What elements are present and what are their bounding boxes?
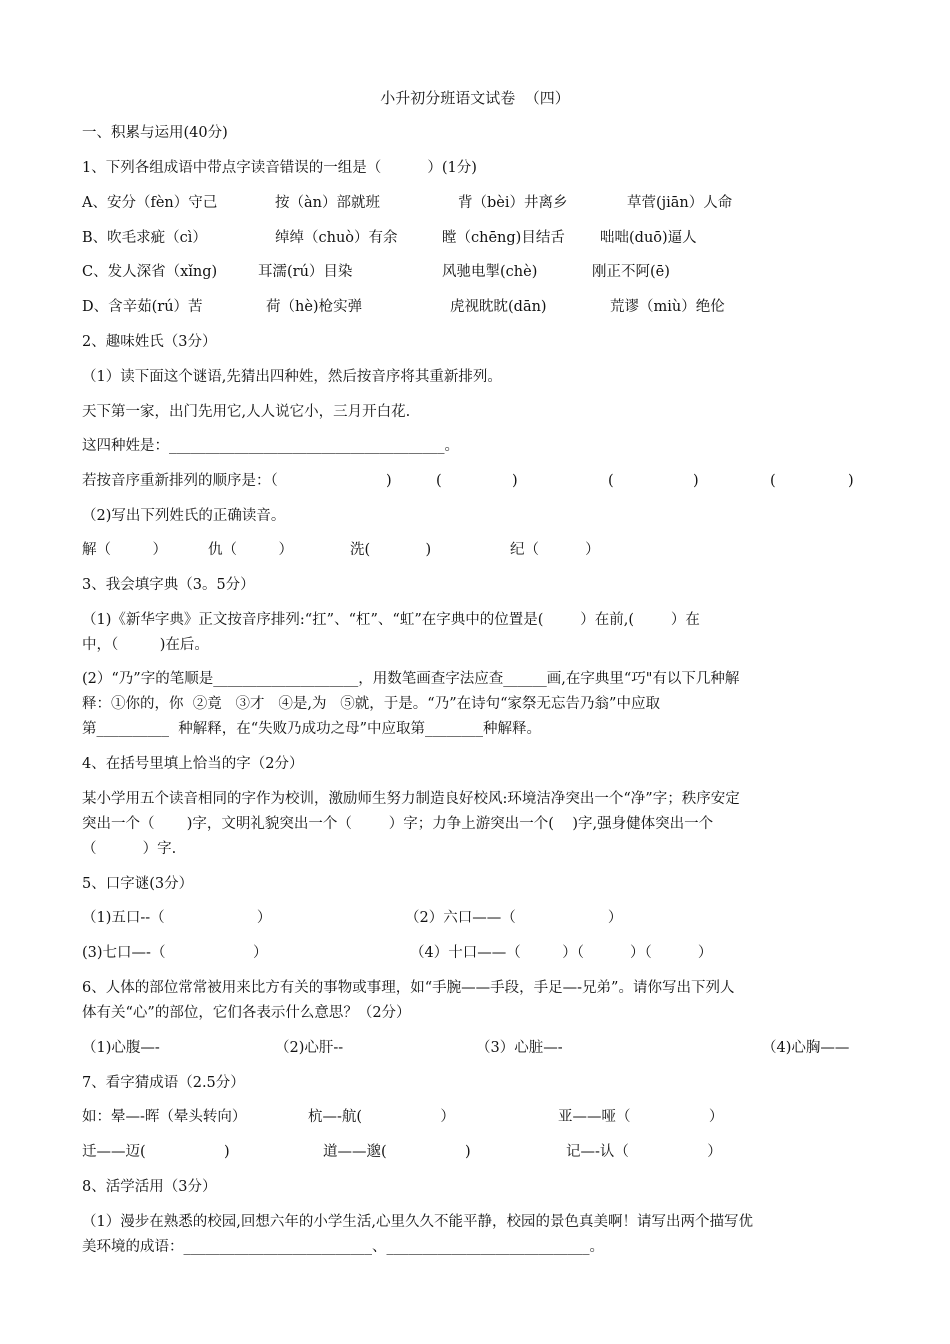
q2-part-2: （2)写出下列姓氏的正确读音。 — [82, 508, 286, 524]
q7-item-4: 道——邈( ) — [323, 1144, 471, 1160]
question-2-stem: 2、趣味姓氏（3分） — [82, 334, 217, 350]
q2-order-blank: ) — [386, 473, 392, 489]
q1-option-a-3: 背（bèi）井离乡 — [458, 195, 568, 211]
q7-item-3: 迁——迈( ) — [82, 1144, 230, 1160]
q1-option-c-4: 刚正不阿(ē) — [592, 264, 670, 280]
q1-option-c-1: C、发人深省（xǐng) — [82, 264, 218, 280]
q1-option-a-4: 草菅(jiān）人命 — [627, 195, 733, 211]
q2-order-blank: ( — [770, 473, 776, 489]
q8-line-1: （1）漫步在熟悉的校园,回想六年的小学生活,心里久久不能平静，校园的景色真美啊！请写出两个描写优 — [82, 1214, 753, 1230]
q2-order-blank: ) — [512, 473, 518, 489]
q5-riddle-1: （1)五口--（ ） — [82, 910, 272, 926]
q1-option-d-2: 荷（hè)枪实弹 — [266, 299, 363, 315]
q1-option-c-2: 耳濡(rú）目染 — [258, 264, 353, 280]
q2-part-1: （1）读下面这个谜语,先猜出四种姓，然后按音序将其重新排列。 — [82, 369, 502, 385]
q2-surname-2: 仇（ ） — [208, 542, 293, 558]
section-heading: 一、积累与运用(40分) — [82, 125, 228, 141]
q1-option-d-4: 荒谬（miù）绝伦 — [610, 299, 725, 315]
question-4-stem: 4、在括号里填上恰当的字（2分） — [82, 756, 304, 772]
q8-line-2: 美环境的成语：__________________________、____________________________。 — [82, 1239, 604, 1255]
question-8-stem: 8、活学活用（3分） — [82, 1179, 217, 1195]
q6-item-3: （3）心脏—- — [476, 1040, 563, 1056]
q6-item-4: （4)心胸—— — [762, 1040, 850, 1056]
q1-option-c-3: 风驰电掣(chè) — [442, 264, 538, 280]
q5-riddle-4: （4）十口——（ ）（ ）（ ） — [410, 945, 713, 961]
q1-option-b-1: B、吹毛求疵（cì） — [82, 230, 207, 246]
q2-order-blank: ( — [608, 473, 614, 489]
q7-example: 如：晕—-晖（晕头转向） — [82, 1109, 247, 1125]
question-6-line-2: 体有关“心”的部位，它们各表示什么意思？（2分） — [82, 1005, 411, 1021]
page-title: 小升初分班语文试卷 （四） — [380, 89, 570, 107]
q7-item-5: 记—-认（ ） — [566, 1144, 722, 1160]
q3-part-1-line-1: （1)《新华字典》正文按音序排列:“扛”、“杠”、“虹”在字典中的位置是( ）在前,( ）在 — [82, 612, 700, 628]
q1-option-a-2: 按（àn）部就班 — [275, 195, 380, 211]
question-6-line-1: 6、人体的部位常常被用来比方有关的事物或事理，如“手腕——手段，手足—-兄弟”。请你写出下列人 — [82, 980, 735, 996]
q4-line-3: （ ）字. — [82, 841, 177, 857]
q7-item-1: 杭—-航( ） — [308, 1109, 455, 1125]
q5-riddle-3: (3)七口—-（ ） — [82, 945, 268, 961]
q2-answer-line: 这四种姓是：______________________________________。 — [82, 438, 459, 454]
question-5-stem: 5、口字谜(3分） — [82, 876, 194, 892]
question-1-stem: 1、下列各组成语中带点字读音错误的一组是（ ）(1分) — [82, 160, 477, 176]
q2-order-label: 若按音序重新排列的顺序是：（ — [82, 473, 278, 489]
question-7-stem: 7、看字猜成语（2.5分） — [82, 1075, 245, 1091]
q3-part-2-line-1: (2）“乃”字的笔顺是____________________，用数笔画查字法应查______画,在字典里“巧"有以下几种解 — [82, 671, 740, 687]
q4-line-2: 突出一个（ )字，文明礼貌突出一个（ ）字；力争上游突出一个( )字,强身健体突出一个 — [82, 816, 714, 832]
q3-part-2-line-3: 第__________ 种解释，在“失败乃成功之母”中应取第________种解释。 — [82, 721, 542, 737]
q2-order-blank: ) — [693, 473, 699, 489]
q1-option-d-3: 虎视眈眈(dān) — [450, 299, 547, 315]
q3-part-2-line-2: 释：①你的，你 ②竟 ③才 ④是,为 ⑤就，于是。“乃”在诗句“家祭无忘告乃翁”中应取 — [82, 696, 660, 712]
q6-item-2: （2)心肝-- — [275, 1040, 344, 1056]
q2-surname-3: 洗( ) — [350, 542, 432, 558]
q2-surname-4: 纪（ ） — [510, 542, 600, 558]
q2-order-blank: ( — [436, 473, 442, 489]
q1-option-b-2: 绰绰（chuò）有余 — [275, 230, 398, 246]
q4-line-1: 某小学用五个读音相同的字作为校训，激励师生努力制造良好校风:环境洁净突出一个“净”字；秩序安定 — [82, 791, 740, 807]
q2-riddle: 天下第一家，出门先用它,人人说它小，三月开白花. — [82, 404, 411, 420]
q2-order-blank: ) — [848, 473, 854, 489]
q1-option-b-4: 咄咄(duō)逼人 — [600, 230, 697, 246]
q5-riddle-2: （2）六口——（ ） — [405, 910, 623, 926]
q2-surname-1: 解（ ） — [82, 542, 167, 558]
q7-item-2: 亚——哑（ ） — [558, 1109, 724, 1125]
q1-option-a-1: A、安分（fèn）守己 — [82, 195, 218, 211]
q3-part-1-line-2: 中，（ )在后。 — [82, 637, 209, 653]
q6-item-1: （1)心腹—- — [82, 1040, 160, 1056]
q1-option-d-1: D、含辛茹(rú）苦 — [82, 299, 203, 315]
q1-option-b-3: 瞠（chēng)目结舌 — [442, 230, 565, 246]
question-3-stem: 3、我会填字典（3。5分） — [82, 577, 255, 593]
